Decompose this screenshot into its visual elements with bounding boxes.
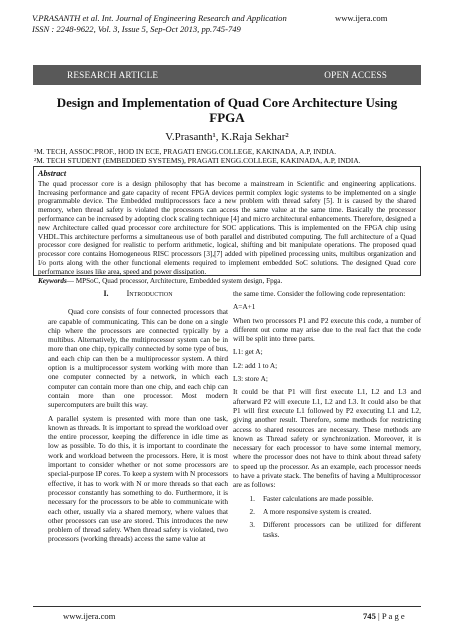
affiliations (34, 147, 426, 166)
footer-url-link[interactable]: www.ijera.com (63, 611, 116, 621)
list-number: 3. (249, 520, 255, 530)
code-line: L3: store A; (233, 374, 268, 384)
body-paragraph: It could be that P1 will first execute L1, L2 and L3 and afterward P2 will execute L1, L2 and L3. It could also be that P1 will first execute L1 followed by P2 executing L1 and L2, giving another result. Therefore, some methods for restricting access to shared resources are necessary. These methods are known as Thread safety or synchronization. Moreover, it is necessary for each processor to have some internal memory, where the processor does not have to think about thread safety to speed up the processor. As an example, each processor needs to have a private stack. The benefits of having a Multiprocessor are as follows: (233, 387, 421, 490)
left-column (48, 289, 228, 548)
intro-paragraph-2: A parallel system is presented with more than one task, known as threads. It is important to spread the workload over the entire processor, keeping the difference in idle time as low as possible. To do this, it is important to coordinate the work and workload between the processors. Here, it is most important to consider whether or not some processors are special-purpose IP cores. To keep a system with N processors effective, it has to work with N or more threads so that each processor constantly has something to do. Furthermore, it is necessary for the processors to be able to communicate with each other, usually via a shared memory, where values that other processors can use are stored. This introduces the new problem of thread safety. When thread safety is violated, two processors (working threads) access the same value at (48, 413, 228, 544)
author-list: V.Prasanth¹, K.Raja Sekhar² (165, 131, 289, 143)
list-item (233, 494, 421, 503)
citation-line-1: V.PRASANTH et al. Int. Journal of Engineering Research and Application (32, 13, 287, 23)
article-type-banner (33, 65, 421, 85)
section-title: Introduction (126, 289, 173, 298)
research-article-label: RESEARCH ARTICLE (67, 70, 159, 80)
abstract-heading: Abstract (38, 169, 67, 178)
abstract-box (33, 166, 421, 285)
keywords-label: Keywords (38, 276, 67, 285)
list-number: 1. (249, 493, 255, 503)
code-line: A=A+1 (233, 302, 256, 312)
page-word: | P a g e (375, 611, 405, 621)
open-access-label: OPEN ACCESS (324, 70, 387, 80)
affiliation-1: ¹M. TECH, ASSOC.PROF., HOD IN ECE, PRAGATI ENGG.COLLEGE, KAKINADA, A.P, INDIA. (34, 147, 337, 156)
keywords-line (38, 277, 416, 286)
list-text: A more responsive system is created. (263, 506, 372, 516)
journal-citation (32, 13, 287, 35)
benefits-list (233, 494, 421, 539)
header-url-link[interactable]: www.ijera.com (335, 13, 388, 23)
citation-line-2: ISSN : 2248-9622, Vol. 3, Issue 5, Sep-Oct 2013, pp.745-749 (32, 24, 241, 34)
paper-title-line-1: Design and Implementation of Quad Core Architecture Using (56, 95, 398, 110)
list-text: Different processors can be utilized for different tasks. (263, 520, 421, 539)
section-number: I. (103, 289, 109, 298)
intro-paragraph-1: Quad core consists of four connected processors that are capable of communicating. This can be done on a single chip where the processors are connected typically by a multibus. Alternatively, the multiprocessor system can be in more than one chip, typically connected by some type of bus, and each chip can then be a multiprocessor system. A third option is a multiprocessor system working with more than one computer connected by a network, in which each computer can contain more than one chip, and each chip can contain more than one processor. Most modern supercomputers are built this way. (48, 307, 228, 410)
list-text: Faster calculations are made possible. (263, 493, 374, 503)
list-number: 2. (249, 506, 255, 516)
paper-title (33, 95, 421, 125)
section-heading (48, 289, 228, 298)
paper-title-line-2: FPGA (209, 110, 245, 125)
affiliation-2: ²M. TECH STUDENT (EMBEDDED SYSTEMS), PRAGATI ENGG.COLLEGE, KAKINADA, A.P, INDIA. (34, 156, 361, 166)
page-number (363, 611, 405, 621)
abstract-body: The quad processor core is a design philosophy that has become a mainstream in Scientific and engineering applications. Increasing performance and gate capacity of recent FPGA devices permit complex logic systems to be implemented on a single programmable device. The Embedded multiprocessors face a new problem with thread safety [5]. It is caused by the shared memory, when thread safety is violated the processors can access the same value at the same time. Basically the processor performance can be increased by adopting clock scaling technique [4] and micro architectural enhancements. Therefore, designed a new Architecture called quad processor core architecture for SOC applications. This is implemented on the FPGA chip using VHDL.This architecture performs a simultaneous use of both parallel and distributed computing. The full architecture of a Quad processor core designed for realistic to perform arithmetic, logical, shifting and bit manipulate operations. The proposed quad processor core contains Homogeneous RISC processors [3],[7] added with pipelined processing units, multibus organization and I/o ports along with the other functional elements required to implement embedded SoC solutions. The designed Quad core performance issues like area, speed and power dissipation. (38, 179, 416, 276)
page-number-value: 745 (363, 611, 376, 621)
right-column (233, 289, 421, 543)
code-line: L1: get A; (233, 347, 263, 357)
body-paragraph: When two processors P1 and P2 execute this code, a number of different out come may arise due to the real fact that the code will be split into three parts. (233, 315, 421, 344)
body-paragraph: the same time. Consider the following code representation: (233, 289, 406, 298)
footer-divider (33, 606, 421, 607)
list-item (233, 507, 421, 516)
code-line: L2: add 1 to A; (233, 360, 278, 370)
keywords-text: — MPSoC, Quad processor, Architecture, Embedded system design, Fpga. (66, 276, 283, 285)
list-item (233, 520, 421, 539)
